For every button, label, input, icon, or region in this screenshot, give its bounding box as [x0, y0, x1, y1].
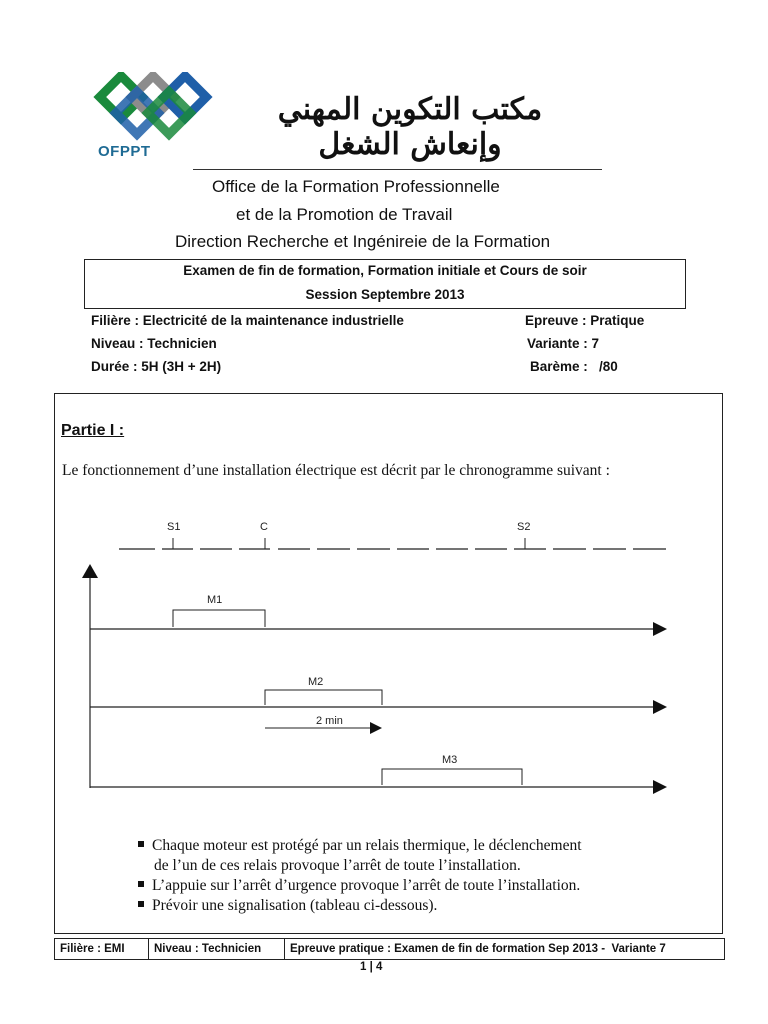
bullet-square-icon	[138, 881, 144, 887]
bullet-list	[138, 836, 582, 916]
intro-text: Le fonctionnement d’une installation électrique est décrit par le chronogramme suivant :	[62, 462, 610, 479]
bullet-text: L’appuie sur l’arrêt d’urgence provoque l’arrêt de toute l’installation.	[152, 877, 581, 894]
m3-trace	[90, 769, 667, 794]
exam-title-box	[84, 259, 686, 309]
event-ticks	[173, 538, 525, 549]
vertical-axis	[82, 564, 98, 788]
footer-epreuve: Epreuve pratique : Examen de fin de formation Sep 2013 - Variante 7	[290, 943, 666, 955]
bullet-text: Chaque moteur est protégé par un relais thermique, le déclenchement	[152, 837, 582, 854]
chronogram	[60, 510, 720, 810]
arabic-title: مكتب التكوين المهني وإنعاش الشغل	[277, 92, 543, 162]
logo-text: OFPPT	[98, 143, 151, 160]
list-item	[138, 896, 582, 916]
header-divider	[193, 169, 602, 170]
m2-trace	[90, 690, 667, 714]
org-line-3: Direction Recherche et Ingénireie de la Formation	[175, 232, 551, 251]
org-line-2: et de la Promotion de Travail	[236, 205, 453, 224]
org-line-1: Office de la Formation Professionnelle	[212, 177, 500, 196]
variante-label: Variante : 7	[527, 336, 600, 351]
bullet-text: Prévoir une signalisation (tableau ci-dessous).	[152, 897, 438, 914]
signal-label-m2: M2	[308, 676, 324, 688]
list-item	[138, 876, 582, 896]
bareme-label: Barème : /80	[530, 359, 618, 374]
epreuve-label: Epreuve : Pratique	[525, 313, 645, 328]
exam-title: Examen de fin de formation, Formation initiale et Cours de soir	[183, 263, 587, 278]
bullet-square-icon	[138, 901, 144, 907]
filiere-label: Filière : Electricité de la maintenance industrielle	[91, 313, 404, 328]
event-label-s2: S2	[517, 521, 531, 533]
bullet-text: de l’un de ces relais provoque l’arrêt de toute l’installation.	[154, 857, 521, 874]
duration-label: 2 min	[316, 715, 343, 727]
m1-trace	[90, 610, 667, 636]
page-number: 1 | 4	[360, 961, 383, 973]
signal-label-m3: M3	[442, 754, 458, 766]
niveau-label: Niveau : Technicien	[91, 336, 217, 351]
footer-niveau: Niveau : Technicien	[149, 939, 285, 959]
list-item	[138, 856, 582, 876]
footer-table	[54, 938, 725, 960]
event-label-s1: S1	[167, 521, 181, 533]
exam-session: Session Septembre 2013	[305, 287, 465, 302]
bullet-square-icon	[138, 841, 144, 847]
signal-label-m1: M1	[207, 594, 223, 606]
duree-label: Durée : 5H (3H + 2H)	[91, 359, 222, 374]
list-item	[138, 836, 582, 856]
footer-filiere: Filière : EMI	[55, 939, 149, 959]
partie-heading: Partie I :	[61, 422, 125, 439]
event-label-c: C	[260, 521, 268, 533]
